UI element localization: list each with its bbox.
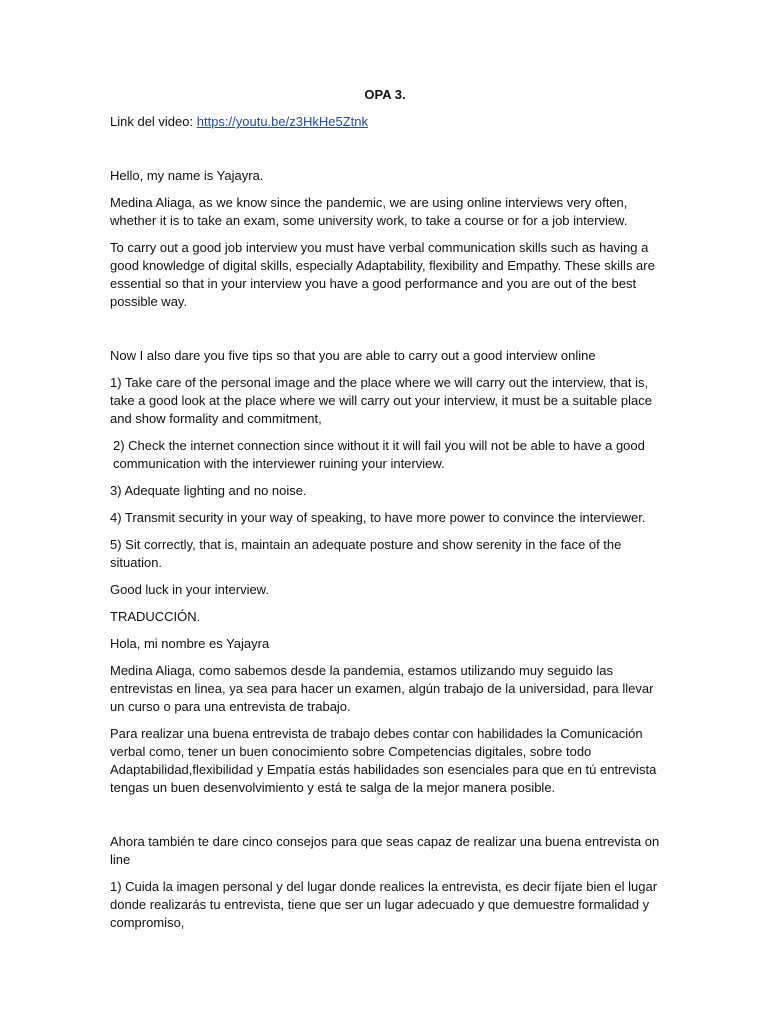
video-link-label: Link del video: — [110, 114, 197, 129]
document-page — [110, 86, 660, 941]
spacer — [110, 140, 660, 167]
paragraph-en-2: To carry out a good job interview you must have verbal communication skills such as having a good knowledge of digital skills, especially Adaptability, flexibility and Empathy. These skills are essential so that in your interview you have a good performance and you are out of the best possible way. — [110, 240, 655, 309]
tip-en-5: 5) Sit correctly, that is, maintain an adequate posture and show serenity in the face of the situation. — [110, 537, 622, 570]
paragraph-es-1: Medina Aliaga, como sabemos desde la pandemia, estamos utilizando muy seguido las entrevistas en linea, ya sea para hacer un examen, algún trabajo de la universidad, para llevar un curso o para una entrevista de trabajo. — [110, 663, 654, 714]
document-title: OPA 3. — [364, 87, 406, 102]
tip-en-1: 1) Take care of the personal image and the place where we will carry out the interview, that is, take a good look at the place where we will carry out your interview, it must be a suitable place and show formality and commitment, — [110, 375, 652, 426]
paragraph-en-1: Medina Aliaga, as we know since the pandemic, we are using online interviews very often, whether it is to take an exam, some university work, to take a course or for a job interview. — [110, 195, 628, 228]
tips-intro-en: Now I also dare you five tips so that you are able to carry out a good interview online — [110, 348, 596, 363]
spacer — [110, 320, 660, 347]
translation-heading: TRADUCCIÓN. — [110, 609, 201, 624]
tip-en-4: 4) Transmit security in your way of speaking, to have more power to convince the interviewer. — [110, 510, 646, 525]
tips-intro-es: Ahora también te dare cinco consejos para que seas capaz de realizar una buena entrevista on line — [110, 834, 660, 867]
greeting-en: Hello, my name is Yajayra. — [110, 168, 264, 183]
tip-en-3: 3) Adequate lighting and no noise. — [110, 483, 307, 498]
video-link-line — [110, 113, 660, 131]
closing-en: Good luck in your interview. — [110, 582, 269, 597]
greeting-es: Hola, mi nombre es Yajayra — [110, 636, 270, 651]
tip-en-2: 2) Check the internet connection since without it it will fail you will not be able to have a good communication with the interviewer ruining your interview. — [113, 438, 645, 471]
spacer — [110, 806, 660, 833]
tip-es-1: 1) Cuida la imagen personal y del lugar donde realices la entrevista, es decir fíjate bien el lugar donde realizarás tu entrevista, tiene que ser un lugar adecuado y que demuestre formalidad y compromiso, — [110, 879, 658, 930]
paragraph-es-2: Para realizar una buena entrevista de trabajo debes contar con habilidades la Comunicación verbal como, tener un buen conocimiento sobre Competencias digitales, sobre todo Adaptabilidad,flexibilidad y Empatía estás habilidades son esenciales para que en tú entrevista tengas un buen desenvolvimiento y está te salga de la mejor manera posible. — [110, 726, 657, 795]
video-link[interactable]: https://youtu.be/z3HkHe5Ztnk — [196, 114, 368, 129]
